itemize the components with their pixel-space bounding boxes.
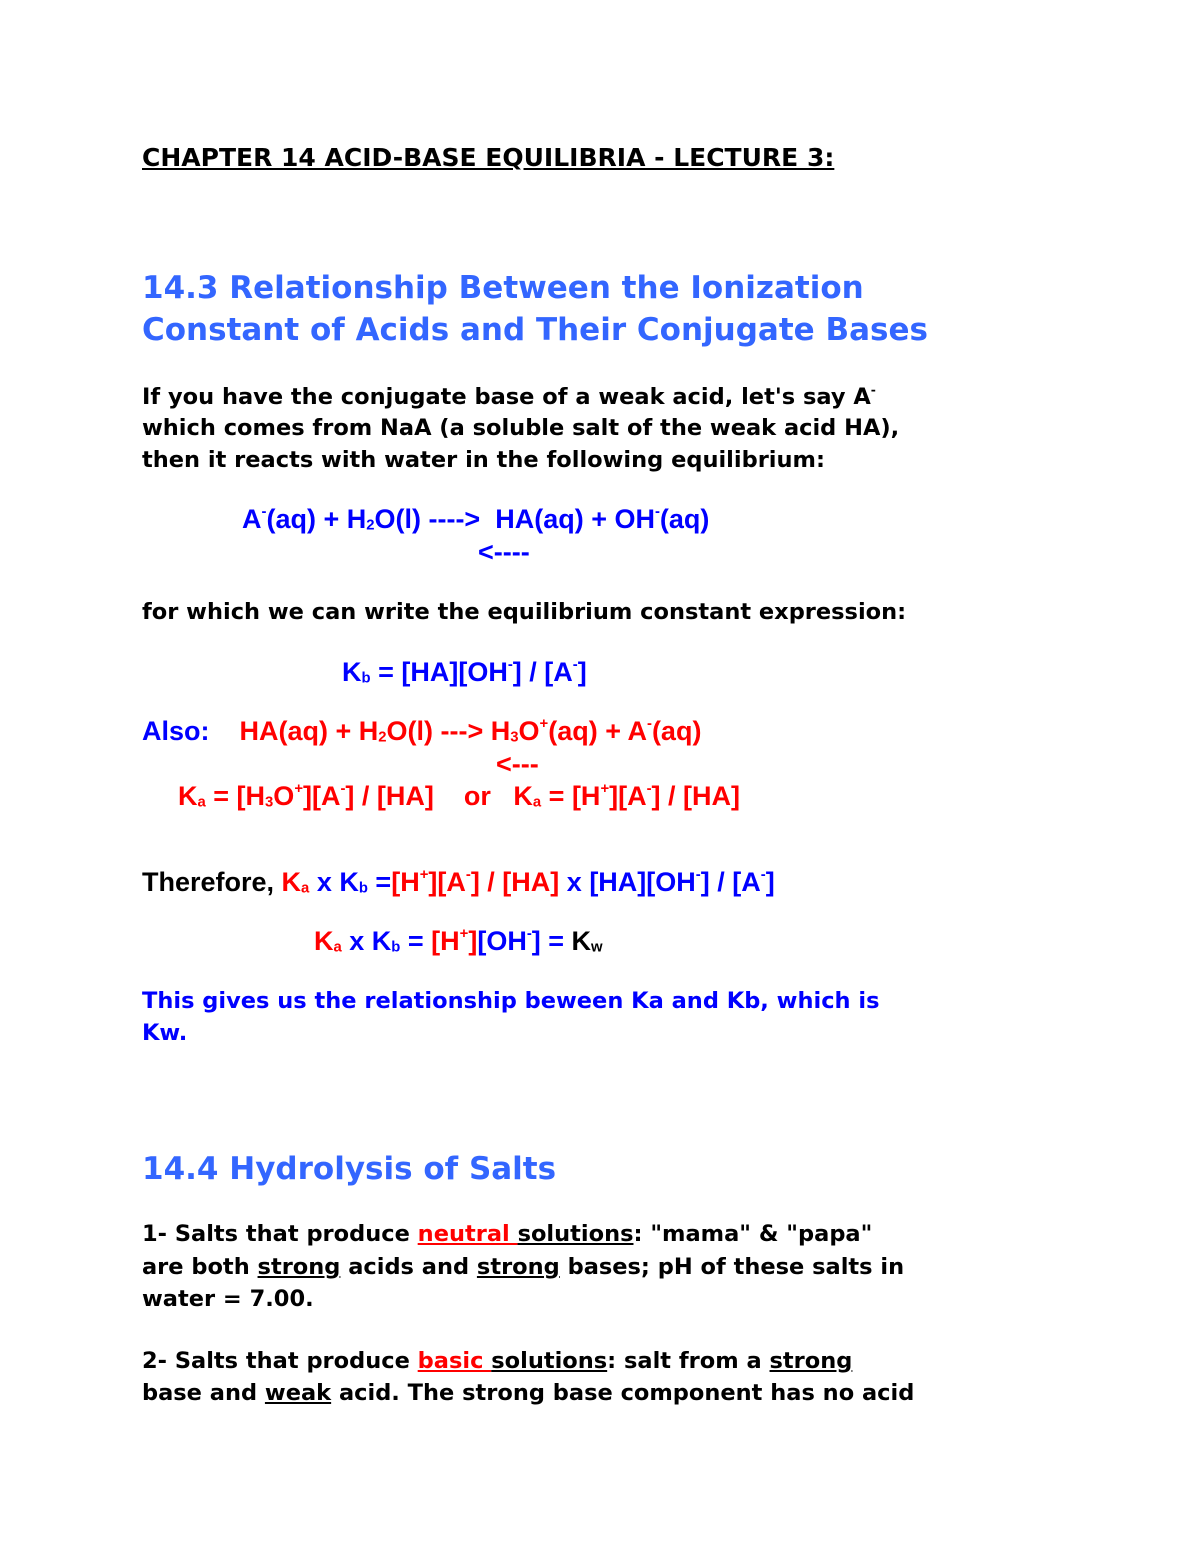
text-run: x K	[341, 926, 392, 956]
text-run: for which we can write the equilibrium constant expression:	[142, 599, 907, 625]
line-s1b	[142, 1254, 904, 1280]
superscript: -	[526, 926, 532, 943]
subscript: w	[591, 939, 603, 956]
text-run: (aq)	[651, 716, 702, 746]
line-p2	[142, 599, 906, 625]
line-title	[142, 143, 834, 172]
line-s1a	[142, 1221, 872, 1247]
superscript: -	[507, 657, 513, 674]
text-run: =	[400, 926, 432, 956]
line-h1b	[142, 312, 928, 348]
text-run: <---	[496, 749, 539, 779]
text-run: ] / [HA] or K	[345, 781, 533, 811]
text-run: x [HA][OH	[559, 867, 696, 897]
text-run: strong	[257, 1254, 341, 1280]
text-run: 1- Salts that produce	[142, 1221, 418, 1247]
superscript: +	[459, 926, 469, 943]
text-run: If you have the conjugate base of a weak acid, let's say A	[142, 384, 871, 410]
text-run: 2- Salts that produce	[142, 1348, 418, 1374]
text-run: K	[571, 926, 592, 956]
line-p1a	[142, 384, 876, 410]
text-run: ] / [A	[512, 657, 573, 687]
line-s2a	[142, 1348, 852, 1374]
text-run: O(l) ---> H	[386, 716, 511, 746]
text-run: K	[314, 926, 334, 956]
text-run: weak	[264, 1380, 332, 1406]
subscript: 2	[366, 517, 375, 534]
text-run: ] =	[531, 926, 572, 956]
text-run: then it reacts with water in the following equilibrium:	[142, 447, 825, 473]
text-run: which comes from NaA (a soluble salt of the weak acid HA),	[142, 415, 900, 441]
line-h1a	[142, 270, 864, 306]
line-h2	[142, 1151, 556, 1187]
line-p1c	[142, 447, 825, 473]
text-run: acids and	[340, 1254, 477, 1280]
line-s1c	[142, 1286, 314, 1312]
superscript: -	[646, 781, 652, 798]
subscript: 2	[378, 729, 387, 746]
text-run: ][A	[609, 781, 647, 811]
text-run: K	[281, 867, 302, 897]
superscript: +	[419, 867, 429, 884]
text-run: O(l) ----> HA(aq) + OH	[374, 504, 655, 534]
text-run: ]	[577, 657, 587, 687]
line-eq1	[242, 504, 709, 535]
text-run: base and	[142, 1380, 265, 1406]
text-run: [H	[431, 926, 460, 956]
text-run: : "mama" & "papa"	[633, 1221, 873, 1247]
text-run: ]	[765, 867, 775, 897]
subscript: b	[358, 880, 368, 897]
text-run: This gives us the relationship beween Ka and Kb, which is	[142, 988, 880, 1014]
text-run: Kw.	[142, 1020, 188, 1046]
text-run: =	[367, 867, 392, 897]
superscript: -	[760, 867, 766, 884]
line-kw	[314, 926, 603, 957]
line-p1b	[142, 415, 899, 441]
text-run: ][A	[302, 781, 341, 811]
superscript: -	[572, 657, 578, 674]
text-run: solutions	[517, 1221, 634, 1247]
line-ka	[178, 781, 740, 812]
text-run: Therefore,	[142, 867, 282, 897]
text-run: strong	[476, 1254, 560, 1280]
line-eq1r	[478, 537, 530, 568]
subscript: a	[333, 939, 342, 956]
text-run: (aq)	[659, 504, 710, 534]
superscript: -	[261, 504, 267, 521]
subscript: a	[301, 880, 310, 897]
text-run: neutral	[417, 1221, 518, 1247]
text-run: basic	[417, 1348, 492, 1374]
line-alsor	[496, 749, 539, 780]
text-run: = [H	[205, 781, 266, 811]
superscript: -	[870, 383, 876, 398]
superscript: -	[465, 867, 471, 884]
superscript: +	[294, 781, 303, 798]
superscript: -	[695, 867, 701, 884]
text-run: strong	[769, 1348, 853, 1374]
text-run: (aq) + H	[266, 504, 367, 534]
superscript: -	[654, 504, 660, 521]
subscript: 3	[510, 729, 519, 746]
text-run: = [HA][OH	[370, 657, 508, 687]
text-run: ]	[468, 926, 478, 956]
text-run: ] / [HA]	[651, 781, 741, 811]
line-also	[142, 716, 701, 747]
line-p3a	[142, 988, 880, 1014]
superscript: +	[539, 716, 549, 733]
text-run: (aq) + A	[548, 716, 647, 746]
text-run: A	[242, 504, 262, 534]
text-run: ] / [A	[700, 867, 761, 897]
subscript: b	[361, 670, 371, 687]
text-run: solutions	[491, 1348, 608, 1374]
text-run: K	[342, 657, 362, 687]
subscript: 3	[265, 794, 274, 811]
line-ther	[142, 867, 775, 898]
text-run: water = 7.00.	[142, 1286, 314, 1312]
text-run: Also:	[142, 716, 210, 746]
text-run: Constant of Acids and Their Conjugate Bases	[142, 312, 928, 348]
text-run: x K	[309, 867, 359, 897]
superscript: -	[340, 781, 346, 798]
text-run: <----	[478, 537, 530, 567]
text-run: acid. The strong base component has no acid	[331, 1380, 915, 1406]
text-run: HA(aq) + H	[209, 716, 379, 746]
text-run: 14.4 Hydrolysis of Salts	[142, 1151, 557, 1187]
text-run: O	[273, 781, 295, 811]
line-p3b	[142, 1020, 187, 1046]
text-run: [OH	[477, 926, 527, 956]
subscript: b	[391, 939, 401, 956]
text-run: bases; pH of these salts in	[559, 1254, 905, 1280]
line-kb	[342, 657, 587, 688]
superscript: +	[600, 781, 610, 798]
line-s2b	[142, 1380, 914, 1406]
text-run: : salt from a	[607, 1348, 770, 1374]
text-run: ] / [HA]	[470, 867, 560, 897]
text-run: [H	[391, 867, 420, 897]
superscript: -	[646, 716, 652, 733]
subscript: a	[532, 794, 542, 811]
text-run: ][A	[428, 867, 466, 897]
subscript: a	[197, 794, 206, 811]
text-run: are both	[142, 1254, 258, 1280]
text-run: = [H	[541, 781, 601, 811]
text-run: 14.3 Relationship Between the Ionization	[142, 270, 864, 306]
text-run: K	[178, 781, 198, 811]
text-run: CHAPTER 14 ACID-BASE EQUILIBRIA - LECTURE 3:	[142, 143, 835, 172]
text-run: O	[518, 716, 540, 746]
